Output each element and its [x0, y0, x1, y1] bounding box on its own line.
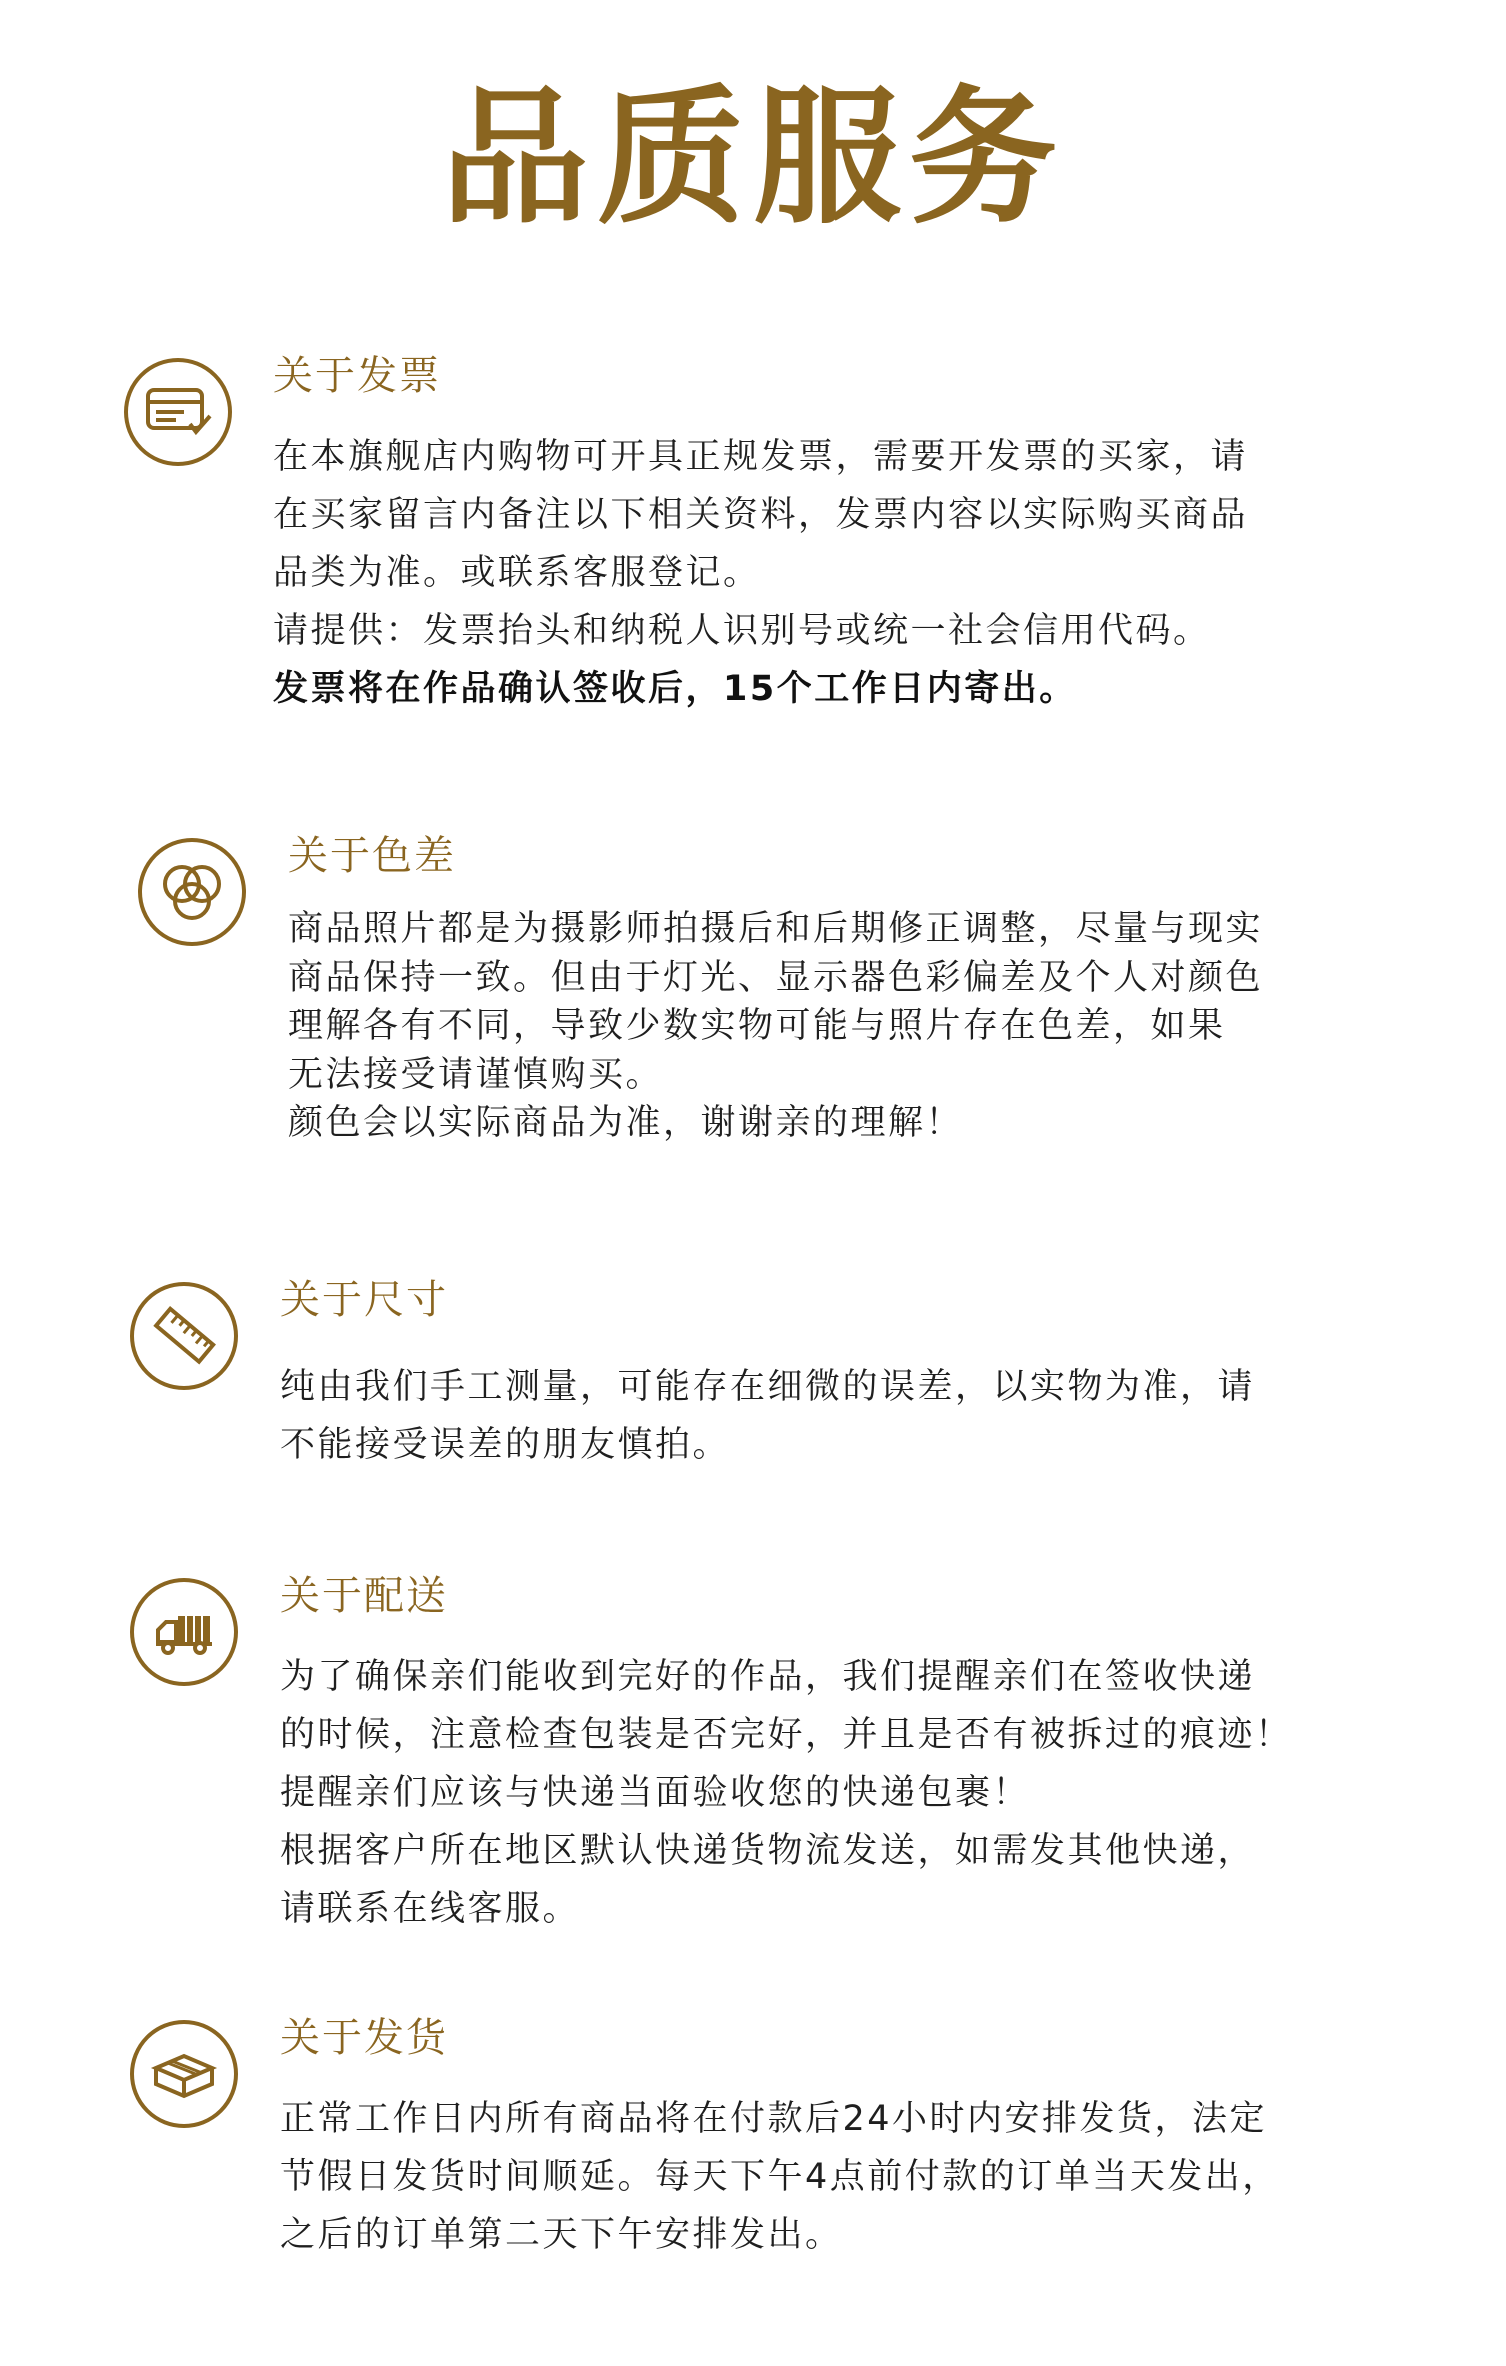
- section-body: [280, 1648, 1410, 1938]
- body-line: 根据客户所在地区默认快递货物流发送，如需发其他快递，: [280, 1831, 1256, 1871]
- section-title: 关于配送: [280, 1573, 448, 1619]
- delivery-truck-icon: [130, 1578, 238, 1686]
- section-title: 关于色差: [288, 833, 456, 879]
- ruler-icon: [130, 1282, 238, 1390]
- section-body: [280, 2090, 1410, 2264]
- page-title: 品质服务: [441, 72, 1065, 244]
- body-line: 颜色会以实际商品为准，谢谢亲的理解！: [288, 1103, 964, 1143]
- body-line: 不能接受误差的朋友慎拍。: [280, 1425, 731, 1465]
- body-line: 正常工作日内所有商品将在付款后24小时内安排发货，法定: [280, 2099, 1268, 2139]
- color-circles-icon: [138, 838, 246, 946]
- section-body: [280, 1358, 1410, 1474]
- body-line: 在买家留言内备注以下相关资料，发票内容以实际购买商品: [273, 495, 1249, 535]
- body-line: 请联系在线客服。: [280, 1889, 581, 1929]
- body-line: 理解各有不同，导致少数实物可能与照片存在色差，如果: [288, 1006, 1226, 1046]
- invoice-icon: [124, 358, 232, 466]
- body-line: 品类为准。或联系客服登记。: [273, 553, 761, 593]
- body-line: 商品照片都是为摄影师拍摄后和后期修正调整，尽量与现实: [288, 909, 1264, 949]
- body-line: 节假日发货时间顺延。每天下午4点前付款的订单当天发出，: [280, 2157, 1280, 2197]
- body-line: 之后的订单第二天下午安排发出。: [280, 2215, 843, 2255]
- section-title: 关于尺寸: [280, 1277, 448, 1323]
- section-title: 关于发票: [273, 353, 441, 399]
- body-line: 提醒亲们应该与快递当面验收您的快递包裹！: [280, 1773, 1031, 1813]
- body-line: 的时候，注意检查包装是否完好，并且是否有被拆过的痕迹！: [280, 1715, 1293, 1755]
- body-line: 请提供：发票抬头和纳税人识别号或统一社会信用代码。: [273, 611, 1211, 651]
- body-line: 为了确保亲们能收到完好的作品，我们提醒亲们在签收快递: [280, 1657, 1256, 1697]
- body-line-emphasis: 发票将在作品确认签收后，15个工作日内寄出。: [273, 669, 1077, 709]
- body-line: 在本旗舰店内购物可开具正规发票，需要开发票的买家，请: [273, 437, 1249, 477]
- section-body: [288, 905, 1418, 1148]
- body-line: 无法接受请谨慎购买。: [288, 1054, 664, 1095]
- section-body: [273, 428, 1403, 718]
- body-line: 商品保持一致。但由于灯光、显示器色彩偏差及个人对颜色: [288, 957, 1264, 998]
- section-title: 关于发货: [280, 2015, 448, 2061]
- package-box-icon: [130, 2020, 238, 2128]
- body-line: 纯由我们手工测量，可能存在细微的误差，以实物为准，请: [280, 1367, 1256, 1407]
